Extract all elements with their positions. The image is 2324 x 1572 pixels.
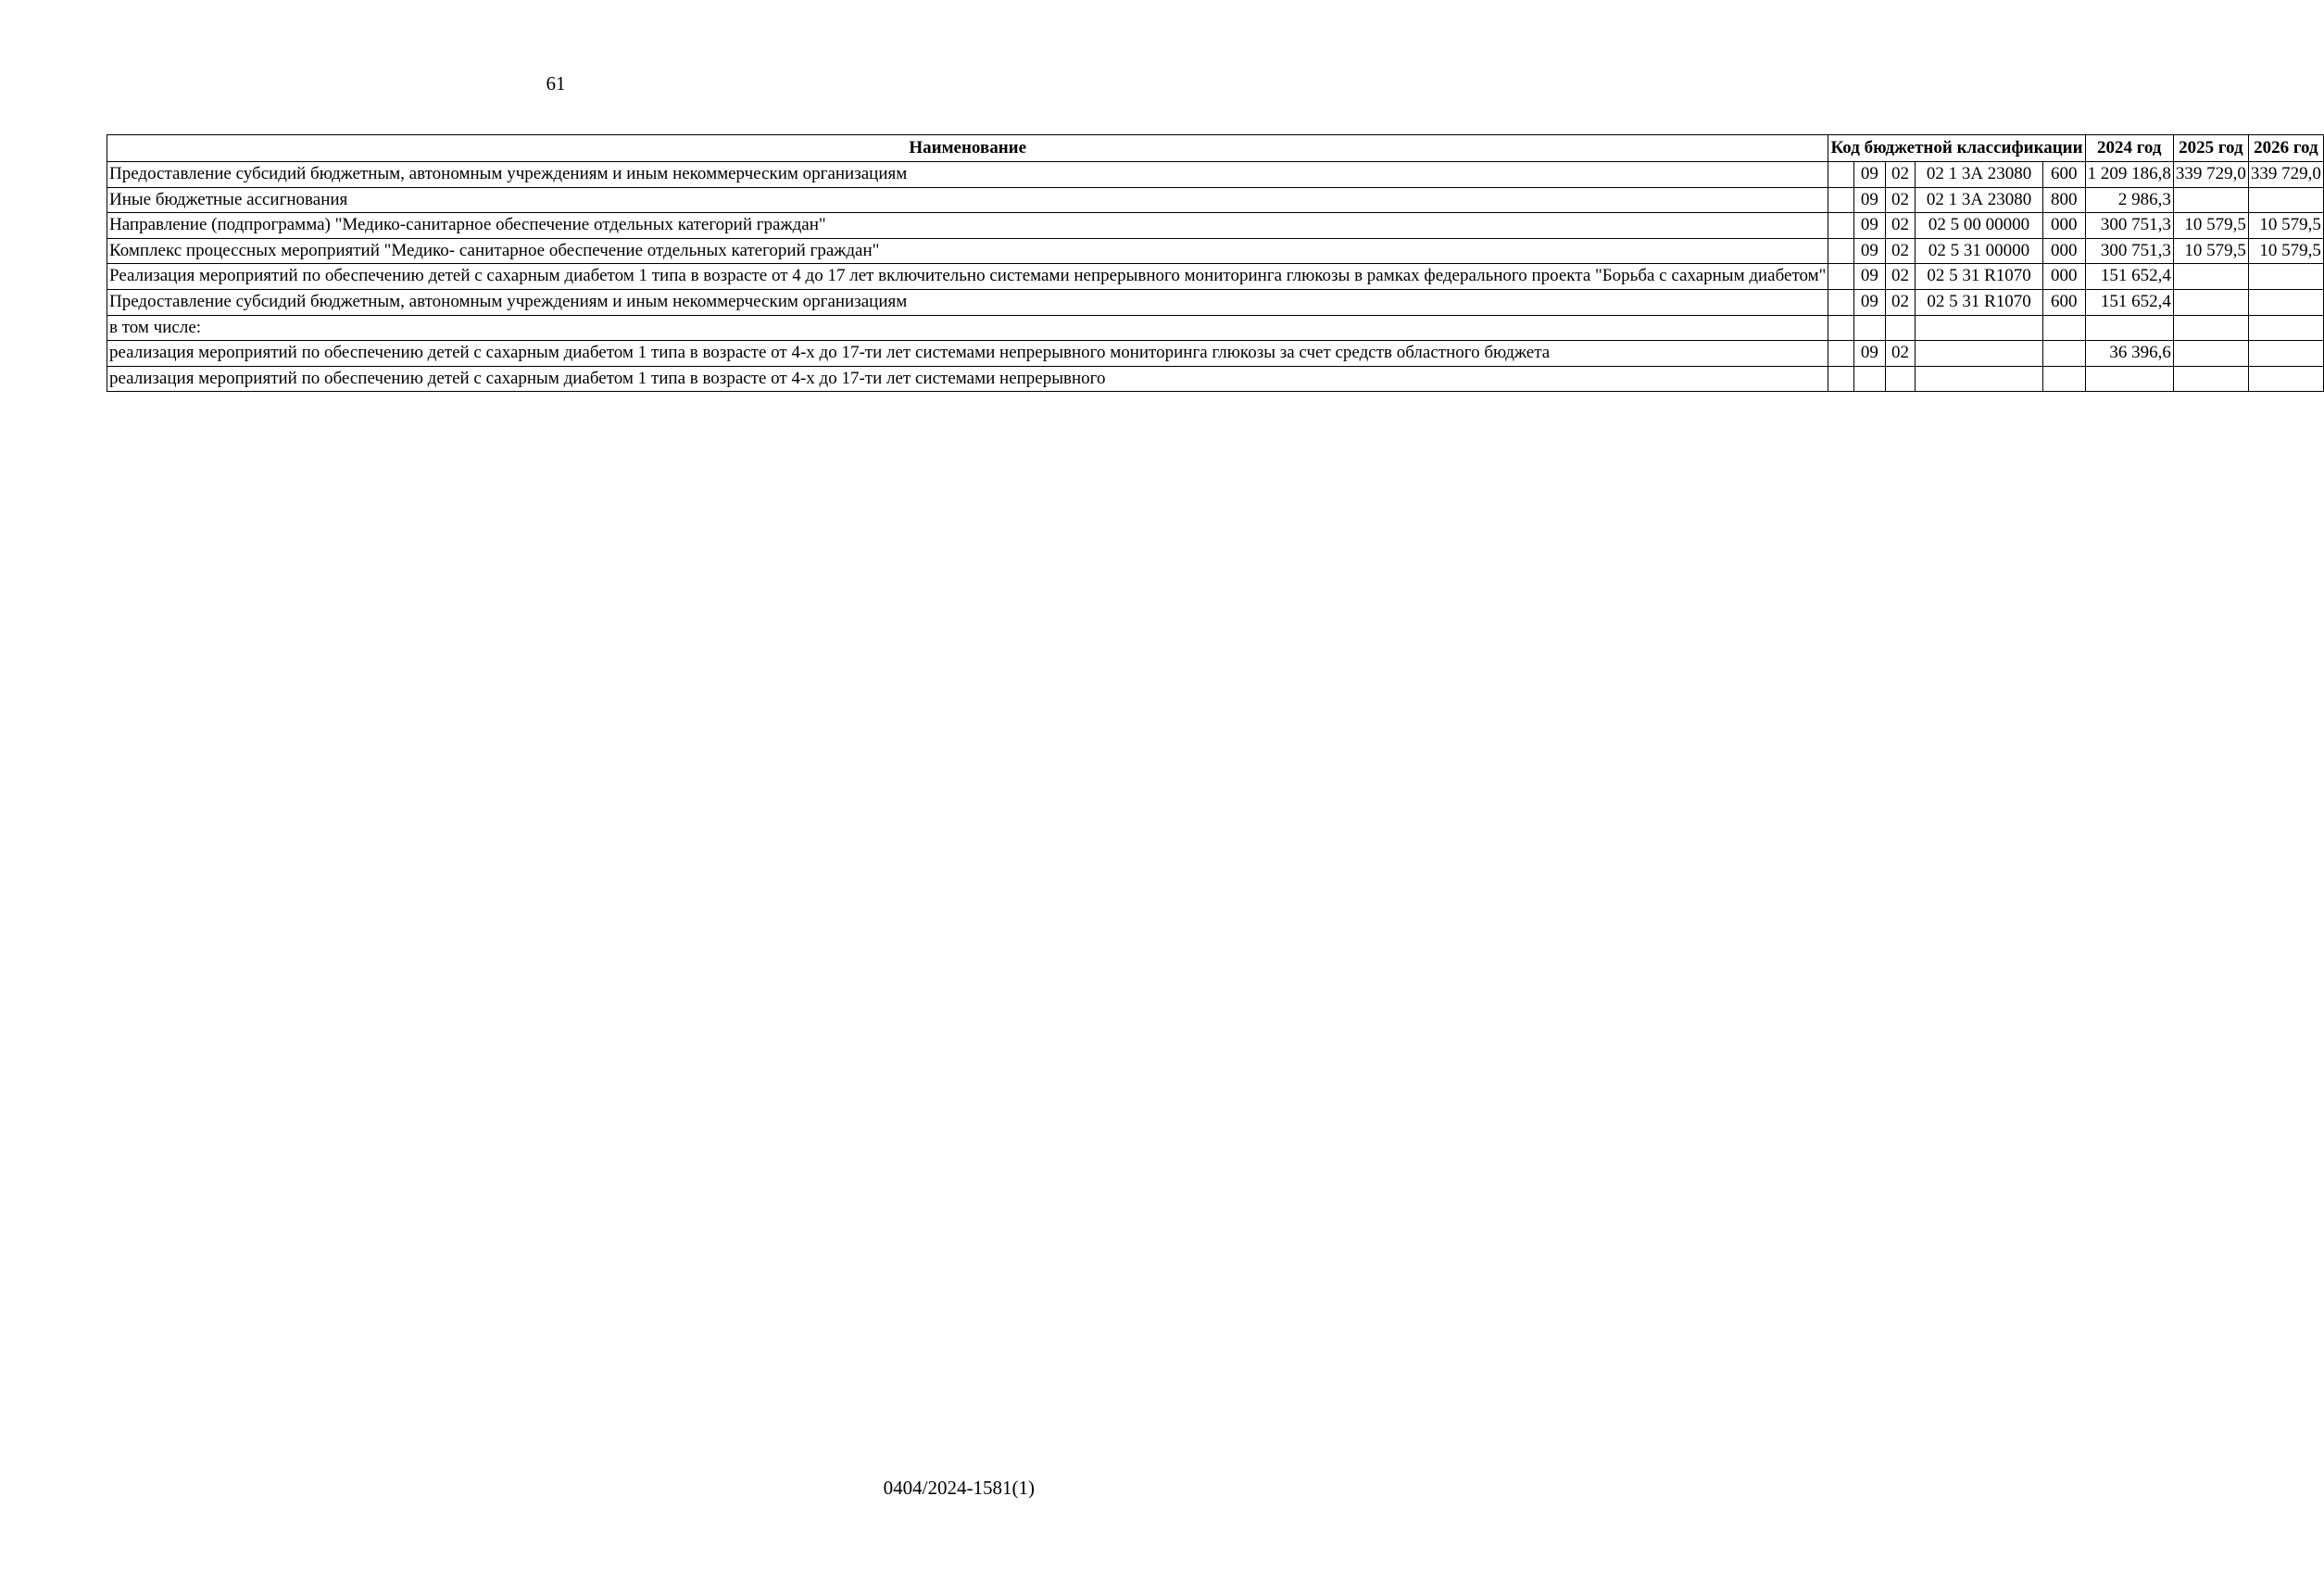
amount-2024: 1 209 186,8 bbox=[2085, 162, 2173, 188]
amount-2024: 151 652,4 bbox=[2085, 264, 2173, 290]
row-name: Реализация мероприятий по обеспечению детей с сахарным диабетом 1 типа в возрасте от 4 до 17 лет включительно системами непрерывного мониторинга глюкозы в рамках федерального проекта "Борьба с сахарным диабетом" bbox=[107, 264, 1828, 290]
code-section bbox=[1828, 264, 1854, 290]
code-section bbox=[1828, 289, 1854, 315]
code-expense-type: 800 bbox=[2042, 187, 2085, 213]
amount-2026 bbox=[2248, 366, 2323, 392]
table-row bbox=[107, 238, 2324, 264]
code-section bbox=[1828, 366, 1854, 392]
code-chapter: 09 bbox=[1854, 289, 1886, 315]
amount-2026: 10 579,5 bbox=[2248, 213, 2323, 239]
row-name: реализация мероприятий по обеспечению детей с сахарным диабетом 1 типа в возрасте от 4-х до 17-ти лет системами непрерывного bbox=[107, 366, 1828, 392]
row-name: реализация мероприятий по обеспечению детей с сахарным диабетом 1 типа в возрасте от 4-х до 17-ти лет системами непрерывного мониторинга глюкозы за счет средств областного бюджета bbox=[107, 341, 1828, 367]
code-chapter: 09 bbox=[1854, 341, 1886, 367]
amount-2024 bbox=[2085, 366, 2173, 392]
table-header-row bbox=[107, 135, 2324, 162]
budget-table bbox=[107, 134, 2324, 392]
code-target-article: 02 1 3А 23080 bbox=[1916, 162, 2042, 188]
table-row bbox=[107, 187, 2324, 213]
row-name: в том числе: bbox=[107, 315, 1828, 341]
code-section bbox=[1828, 162, 1854, 188]
table-row bbox=[107, 213, 2324, 239]
header-2024: 2024 год bbox=[2085, 135, 2173, 162]
code-subsection: 02 bbox=[1885, 341, 1916, 367]
code-section bbox=[1828, 187, 1854, 213]
code-expense-type: 000 bbox=[2042, 264, 2085, 290]
row-name: Предоставление субсидий бюджетным, автономным учреждениям и иным некоммерческим организациям bbox=[107, 162, 1828, 188]
code-chapter: 09 bbox=[1854, 264, 1886, 290]
code-expense-type: 000 bbox=[2042, 213, 2085, 239]
table-row bbox=[107, 366, 2324, 392]
code-chapter: 09 bbox=[1854, 162, 1886, 188]
amount-2026 bbox=[2248, 315, 2323, 341]
table-row bbox=[107, 162, 2324, 188]
code-target-article: 02 5 31 R1070 bbox=[1916, 264, 2042, 290]
code-expense-type: 600 bbox=[2042, 289, 2085, 315]
amount-2026: 10 579,5 bbox=[2248, 238, 2323, 264]
code-subsection: 02 bbox=[1885, 213, 1916, 239]
amount-2024: 2 986,3 bbox=[2085, 187, 2173, 213]
amount-2026 bbox=[2248, 264, 2323, 290]
code-target-article: 02 5 00 00000 bbox=[1916, 213, 2042, 239]
row-name: Иные бюджетные ассигнования bbox=[107, 187, 1828, 213]
code-section bbox=[1828, 238, 1854, 264]
amount-2024: 300 751,3 bbox=[2085, 238, 2173, 264]
code-expense-type: 600 bbox=[2042, 162, 2085, 188]
code-target-article: 02 5 31 00000 bbox=[1916, 238, 2042, 264]
code-subsection: 02 bbox=[1885, 289, 1916, 315]
amount-2025 bbox=[2173, 366, 2248, 392]
code-subsection: 02 bbox=[1885, 187, 1916, 213]
code-subsection: 02 bbox=[1885, 238, 1916, 264]
amount-2025 bbox=[2173, 289, 2248, 315]
code-chapter: 09 bbox=[1854, 187, 1886, 213]
table-row bbox=[107, 289, 2324, 315]
code-expense-type: 000 bbox=[2042, 238, 2085, 264]
header-name: Наименование bbox=[107, 135, 1828, 162]
code-subsection: 02 bbox=[1885, 162, 1916, 188]
code-expense-type bbox=[2042, 315, 2085, 341]
code-chapter: 09 bbox=[1854, 238, 1886, 264]
header-code: Код бюджетной классификации bbox=[1828, 135, 2085, 162]
row-name: Комплекс процессных мероприятий "Медико- санитарное обеспечение отдельных категорий граждан" bbox=[107, 238, 1828, 264]
page-number: 61 bbox=[546, 72, 566, 94]
code-subsection bbox=[1885, 366, 1916, 392]
amount-2025 bbox=[2173, 187, 2248, 213]
header-2025: 2025 год bbox=[2173, 135, 2248, 162]
amount-2025: 339 729,0 bbox=[2173, 162, 2248, 188]
header-2026: 2026 год bbox=[2248, 135, 2323, 162]
amount-2025: 10 579,5 bbox=[2173, 213, 2248, 239]
amount-2025 bbox=[2173, 315, 2248, 341]
code-subsection bbox=[1885, 315, 1916, 341]
code-chapter bbox=[1854, 315, 1886, 341]
code-chapter: 09 bbox=[1854, 213, 1886, 239]
amount-2026 bbox=[2248, 289, 2323, 315]
row-name: Предоставление субсидий бюджетным, автономным учреждениям и иным некоммерческим организациям bbox=[107, 289, 1828, 315]
table-row bbox=[107, 264, 2324, 290]
code-expense-type bbox=[2042, 366, 2085, 392]
code-expense-type bbox=[2042, 341, 2085, 367]
code-section bbox=[1828, 315, 1854, 341]
amount-2024 bbox=[2085, 315, 2173, 341]
code-target-article: 02 5 31 R1070 bbox=[1916, 289, 2042, 315]
amount-2025: 10 579,5 bbox=[2173, 238, 2248, 264]
code-subsection: 02 bbox=[1885, 264, 1916, 290]
amount-2026 bbox=[2248, 341, 2323, 367]
code-section bbox=[1828, 213, 1854, 239]
amount-2026: 339 729,0 bbox=[2248, 162, 2323, 188]
amount-2024: 300 751,3 bbox=[2085, 213, 2173, 239]
code-target-article: 02 1 3А 23080 bbox=[1916, 187, 2042, 213]
amount-2024: 151 652,4 bbox=[2085, 289, 2173, 315]
code-target-article bbox=[1916, 341, 2042, 367]
code-section bbox=[1828, 341, 1854, 367]
table-row bbox=[107, 341, 2324, 367]
table-row bbox=[107, 315, 2324, 341]
amount-2026 bbox=[2248, 187, 2323, 213]
amount-2025 bbox=[2173, 264, 2248, 290]
amount-2024: 36 396,6 bbox=[2085, 341, 2173, 367]
code-target-article bbox=[1916, 315, 2042, 341]
code-chapter bbox=[1854, 366, 1886, 392]
amount-2025 bbox=[2173, 341, 2248, 367]
document-code: 0404/2024-1581(1) bbox=[883, 1477, 1035, 1499]
code-target-article bbox=[1916, 366, 2042, 392]
row-name: Направление (подпрограмма) "Медико-санитарное обеспечение отдельных категорий граждан" bbox=[107, 213, 1828, 239]
